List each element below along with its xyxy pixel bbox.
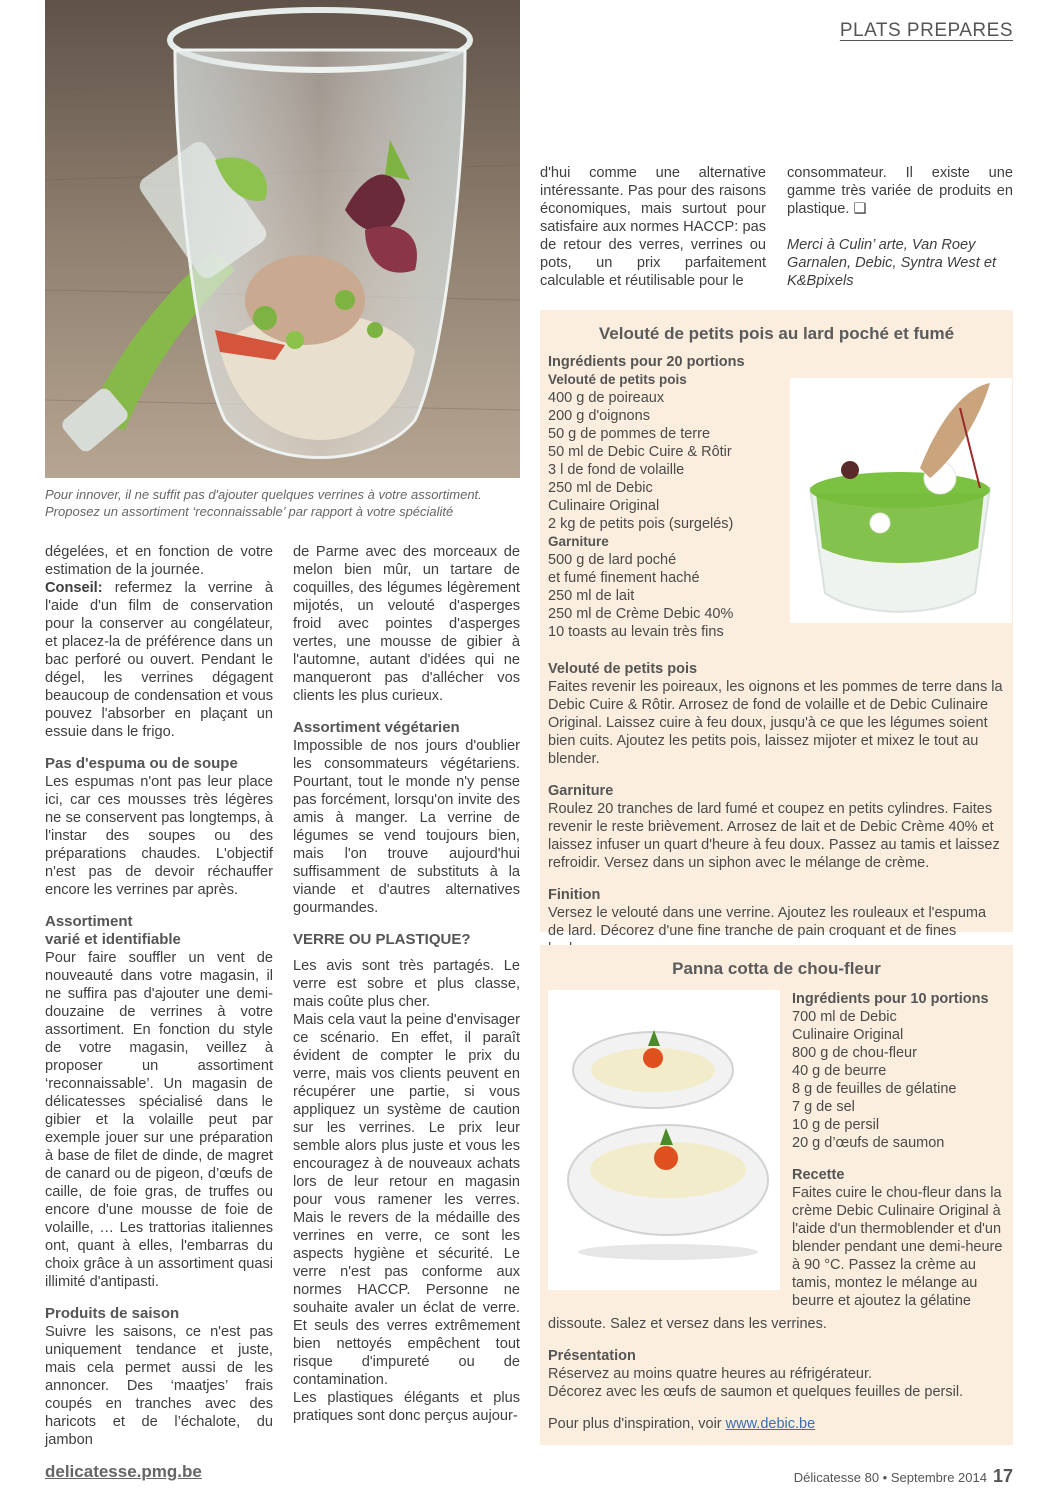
heading-vegetarien: Assortiment végétarien bbox=[293, 719, 460, 736]
ingredients-title: Ingrédients pour 20 portions bbox=[548, 354, 745, 370]
issue-text: Délicatesse 80 • Septembre 2014 bbox=[793, 1470, 987, 1485]
verrine-jar-photo bbox=[45, 0, 520, 478]
ingredient-item: 7 g de sel bbox=[792, 1099, 855, 1115]
conseil-label: Conseil: bbox=[45, 580, 103, 596]
paragraph-conseil bbox=[45, 579, 273, 741]
caption-line-1: Pour innover, il ne suffit pas d'ajouter quelques verrines à votre assortiment. bbox=[45, 487, 482, 502]
ingredient-item: 10 g de persil bbox=[792, 1117, 880, 1133]
heading-verre-plastique: VERRE OU PLASTIQUE? bbox=[293, 931, 471, 948]
recipe-title: Panna cotta de chou-fleur bbox=[672, 959, 881, 978]
section-title: PLATS PREPARES bbox=[839, 20, 1013, 41]
ingredient-item: 40 g de beurre bbox=[792, 1063, 887, 1079]
ingredient-item: Culinaire Original bbox=[792, 1027, 904, 1043]
ingredient-item: 250 ml de Crème Debic 40% bbox=[548, 606, 734, 622]
step-text: Faites revenir les poireaux, les oignons et les pommes de terre dans la Debic Cuire & Rôtir. Arrosez de fond de volaille et de Debic Culinaire Original. Laissez cuire à feu doux, jusqu'à ce que les légumes soient bien cuits. Ajoutez les petits pois, laissez mijoter et mixez le tout au blender. bbox=[548, 679, 1003, 767]
panna-cotta-illustration bbox=[548, 990, 780, 1290]
paragraph: consommateur. Il existe une gamme très variée de produits en plastique. ❑ bbox=[787, 165, 1013, 217]
ingredient-item: 700 ml de Debic bbox=[792, 1009, 897, 1025]
paragraph: Mais cela vaut la peine d'envisager ce scénario. En effet, il paraît évident de compter le prix du verre, mais vos clients peuvent en récupérer une partie, si vous appliquez un système de caution sur les verrines. Le prix leur semble alors plus juste et vous les encouragez à de nouveaux achats lors de leur retour en magasin pour vous ramener les verres. Mais le revers de la médaille des verrines en verre, ce sont les aspects hygiène et sécurité. Le verre n'est pas conforme aux normes HACCP. Personne ne souhaite avaler un éclat de verre. Et seuls des verres extrêmement bien nettoyés empêchent tout risque d'impureté ou de contamination. bbox=[293, 1012, 520, 1388]
step-heading: Recette bbox=[792, 1167, 845, 1183]
inspiration-text: Pour plus d'inspiration, voir bbox=[548, 1416, 726, 1432]
step-text: Faites cuire le chou-fleur dans la crème Debic Culinaire Original à l'aide d'un thermoblender et d'un blender pendant une demi-heure à 90 °C. Passez la crème au tamis, montez le mélange au beurre et ajoutez la gélatine bbox=[792, 1185, 1003, 1309]
paragraph: Pour faire souffler un vent de nouveauté dans votre magasin, il ne suffira pas d'ajouter une demi-douzaine de verrines à votre assortiment. En fonction du style de votre magasin, veillez à proposer un assortiment ‘reconnaissable’. Un magasin de délicatesses spécialisé dans le gibier et la volaille peut par exemple jouer sur une préparation à base de filet de dinde, de magret de canard ou de pigeon, d’œufs de caille, de foie gras, de truffes ou encore d'une mousse de foie de volaille, … Les trattorias italiennes ont, quant à elles, l'embarras du choix grâce à un assortiment quasi illimité d'antipasti. bbox=[45, 950, 273, 1290]
photo-caption bbox=[45, 486, 520, 520]
ingredient-item: 2 kg de petits pois (surgelés) bbox=[548, 516, 734, 532]
heading-assortiment-1: Assortiment bbox=[45, 913, 133, 930]
ingredient-item: 20 g d’œufs de saumon bbox=[792, 1135, 945, 1151]
heading-saison: Produits de saison bbox=[45, 1305, 180, 1322]
heading-assortiment-2: varié et identifiable bbox=[45, 931, 181, 948]
footer-issue bbox=[794, 1466, 1013, 1487]
footer-site-link[interactable]: delicatesse.pmg.be bbox=[45, 1462, 202, 1481]
article-column-1 bbox=[45, 543, 273, 1449]
step-heading: Velouté de petits pois bbox=[548, 661, 698, 677]
paragraph: Les espumas n'ont pas leur place ici, car ces mousses très légères ne se conservent pas longtemps, à l'instar des soupes ou des préparations chaudes. L'objectif n'est pas de devoir réchauffer encore les verrines par après. bbox=[45, 774, 273, 898]
page-number: 17 bbox=[992, 1466, 1013, 1486]
jar-illustration bbox=[45, 0, 520, 478]
inspiration-line bbox=[548, 1415, 1003, 1433]
step-heading: Finition bbox=[548, 887, 601, 903]
ingredient-item: et fumé finement haché bbox=[548, 570, 700, 586]
ingredient-item: 8 g de feuilles de gélatine bbox=[792, 1081, 957, 1097]
recipe-title: Velouté de petits pois au lard poché et fumé bbox=[598, 324, 955, 343]
ingredients-title: Ingrédients pour 10 portions bbox=[792, 991, 989, 1007]
ingredient-item: 50 g de pommes de terre bbox=[548, 426, 711, 442]
ingredients-subheading: Velouté de petits pois bbox=[548, 372, 687, 387]
ingredient-item: 800 g de chou-fleur bbox=[792, 1045, 917, 1061]
paragraph: d'hui comme une alternative intéressante. Pas pour des raisons économiques, mais surtout pour satisfaire aux normes HACCP: pas de retour des verres, verrines ou pots, un prix parfaitement calculable et réutilisable pour le bbox=[540, 165, 766, 289]
step-text: Versez le velouté dans une verrine. Ajoutez les rouleaux et l'espuma de lard. Décorez d'une fine tranche de pain croquant et de fines bbox=[548, 905, 987, 939]
paragraph: dégelées, et en fonction de votre estimation de la journée. bbox=[45, 544, 273, 578]
paragraph: Impossible de nos jours d'oublier les consommateurs végétariens. Pourtant, tout le monde n'y pense pas forcément, lorsqu'on invite des amis à manger. La verrine de légumes se vend toujours bien, mais l'on trouve aujourd'hui suffisamment de substituts à la viande et d'autres alternatives gourmandes. bbox=[293, 738, 520, 916]
step-text: Roulez 20 tranches de lard fumé et coupez en petits cylindres. Faites revenir le reste brièvement. Arrosez de lait et de Debic Crème 40% et laissez infuser un quart d'heure à feu doux. Passez au tamis et laissez refroidir. Versez dans un siphon avec le mélange de crème. bbox=[548, 801, 1000, 871]
ingredient-item: 250 ml de Debic bbox=[548, 480, 653, 496]
recipe1-steps bbox=[548, 660, 1003, 958]
step-heading: Présentation bbox=[548, 1348, 636, 1364]
heading-espuma: Pas d'espuma ou de soupe bbox=[45, 755, 238, 772]
ingredient-item: Culinaire Original bbox=[548, 498, 660, 514]
article-column-3 bbox=[540, 164, 766, 290]
ingredient-item: 200 g d'oignons bbox=[548, 408, 650, 424]
ingredient-item: 500 g de lard poché bbox=[548, 552, 677, 568]
panna-cotta-photo bbox=[548, 990, 780, 1290]
paragraph: Suivre les saisons, ce n'est pas uniquement tendance et juste, mais cela permet aussi de les annoncer. Des ‘maatjes’ frais coupés en tranches avec des haricots et de l’échalote, du jambon bbox=[45, 1324, 273, 1448]
recipe2-presentation bbox=[548, 1315, 1003, 1433]
paragraph: Les avis sont très partagés. Le verre est sobre et plus classe, mais coûte plus cher. bbox=[293, 958, 520, 1010]
recipe1-ingredients bbox=[548, 353, 793, 641]
ingredient-item: 250 ml de lait bbox=[548, 588, 635, 604]
caption-line-2: Proposez un assortiment ‘reconnaissable’ par rapport à votre spécialité bbox=[45, 504, 454, 519]
step-text: Décorez avec les œufs de saumon et quelques feuilles de persil. bbox=[548, 1384, 964, 1400]
recipe2-ingredients bbox=[792, 990, 1007, 1310]
acknowledgements: Merci à Culin’ arte, Van Roey Garnalen, Debic, Syntra West et K&Bpixels bbox=[787, 237, 997, 289]
ingredient-item: 3 l de fond de volaille bbox=[548, 462, 685, 478]
step-text: dissoute. Salez et versez dans les verrines. bbox=[548, 1316, 827, 1332]
paragraph: Les plastiques élégants et plus pratiques sont donc perçus aujour- bbox=[293, 1390, 520, 1424]
ingredient-item: 50 ml de Debic Cuire & Rôtir bbox=[548, 444, 732, 460]
debic-link[interactable]: www.debic.be bbox=[725, 1416, 816, 1432]
paragraph: de Parme avec des morceaux de melon bien mûr, un tartare de coquilles, des légumes légèrement mijotés, un velouté d'asperges froid avec pointes d'asperges vertes, une mousse de gibier à l'automne, autant d'idées qui ne manqueront pas d'allécher vos clients les plus curieux. bbox=[293, 544, 520, 704]
veloute-photo bbox=[790, 378, 1012, 623]
ingredients-subheading: Garniture bbox=[548, 534, 609, 549]
conseil-text: refermez la verrine à l'aide d'un film de conservation pour la conserver au congélateur, et placez-la de préférence dans un bac perforé ou ouvert. Pendant le dégel, les verrines dégagent beaucoup de condensation et vous pouvez l'absorber en plaçant un essuie dans le frigo. bbox=[45, 580, 273, 740]
step-heading: Garniture bbox=[548, 783, 614, 799]
ingredient-item: 10 toasts au levain très fins bbox=[548, 624, 724, 640]
ingredient-item: 400 g de poireaux bbox=[548, 390, 665, 406]
veloute-illustration bbox=[790, 378, 1012, 623]
article-column-4 bbox=[787, 164, 1013, 290]
step-text: Réservez au moins quatre heures au réfrigérateur. bbox=[548, 1366, 873, 1382]
article-column-2 bbox=[293, 543, 520, 1425]
